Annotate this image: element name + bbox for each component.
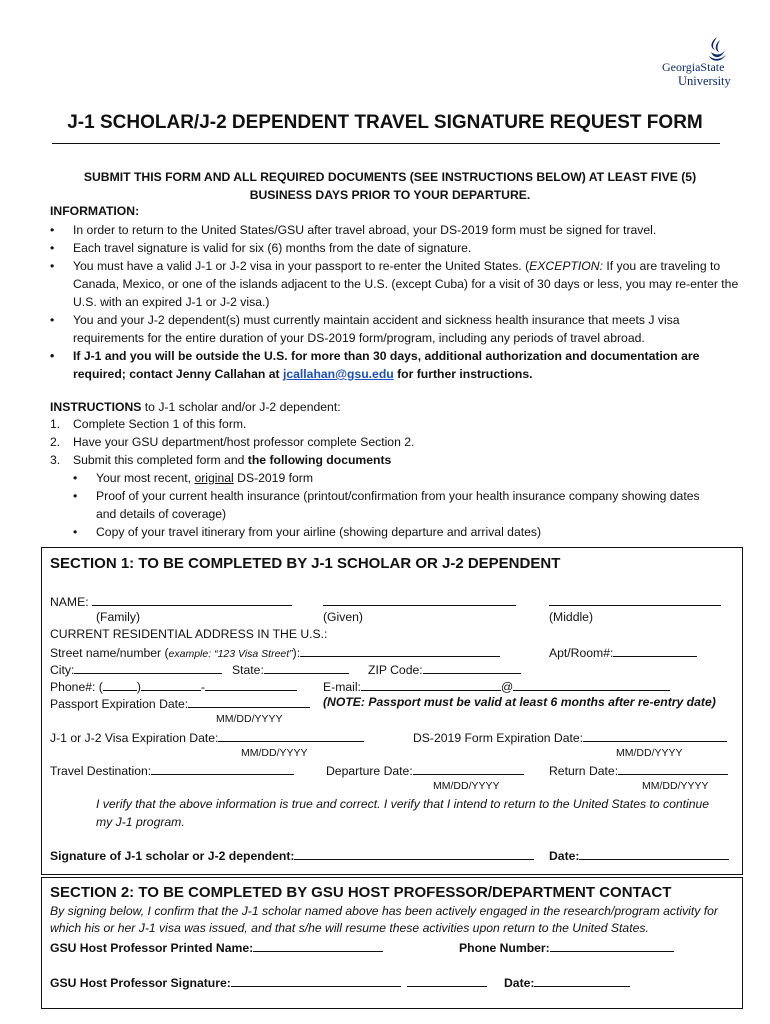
destination-row: Travel Destination: [50,762,294,778]
host-signature-field-2[interactable] [407,974,487,987]
middle-caption: (Middle) [549,610,594,624]
section-1-heading: SECTION 1: TO BE COMPLETED BY J-1 SCHOLAR OR J-2 DEPENDENT [50,555,561,572]
visa-date-format: MM/DD/YYYY [241,747,308,759]
title-divider [52,143,720,144]
instructions-heading: INSTRUCTIONS to J-1 scholar and/or J-2 dependent: [50,400,341,414]
host-phone-row: Phone Number: [459,939,674,955]
bullet-icon: • [73,489,78,503]
host-signature-row: GSU Host Professor Signature: [50,974,487,990]
email-row: E-mail: @ [323,678,670,694]
passport-expiration-field[interactable] [188,695,310,708]
host-date-row: Date: [504,974,630,990]
info-bullet-2: • Each travel signature is valid for six (6) months from the date of signature. [50,241,472,255]
ds2019-row: DS-2019 Form Expiration Date: [413,729,727,745]
state-row: State: [232,661,349,677]
apt-field[interactable] [613,644,697,657]
return-date-field[interactable] [618,762,728,775]
instruction-step-2: 2. Have your GSU department/host professor complete Section 2. [50,435,415,449]
name-row: NAME: [50,593,292,609]
return-row: Return Date: [549,762,728,778]
zip-field[interactable] [423,661,521,674]
bullet-icon: • [50,241,55,255]
instruction-step-1: 1. Complete Section 1 of this form. [50,417,247,431]
ds2019-date-format: MM/DD/YYYY [616,747,683,759]
return-date-format: MM/DD/YYYY [642,780,709,792]
bullet-icon: • [50,349,55,363]
scholar-signature-row: Signature of J-1 scholar or J-2 dependent: [50,847,534,863]
phone-area-field[interactable] [103,678,137,691]
info-bullet-5: • If J-1 and you will be outside the U.S. for more than 30 days, additional authorization and documentation are required; contact Jenny Callahan at jcallahan@gsu.edu for further instructions. [50,349,700,381]
departure-date-field[interactable] [413,762,524,775]
contact-email-link[interactable]: jcallahan@gsu.edu [282,367,394,381]
family-caption: (Family) [96,610,141,624]
given-name-field[interactable] [323,593,516,606]
bullet-icon: • [73,525,78,539]
destination-field[interactable] [151,762,294,775]
email-domain-field[interactable] [513,678,670,691]
logo-line-2: University [678,74,731,88]
bullet-icon: • [50,223,55,237]
city-field[interactable] [74,661,222,674]
email-user-field[interactable] [361,678,501,691]
flame-logo-icon [706,36,728,62]
gsu-logo [654,36,740,92]
information-heading: INFORMATION: [50,204,140,218]
logo-line-1: GeorgiaState [662,60,725,74]
city-row: City: [50,661,222,677]
zip-row: ZIP Code: [368,661,521,677]
host-signature-field[interactable] [231,974,401,987]
document-item-1: • Your most recent, original DS-2019 form [73,471,313,485]
scholar-date-field[interactable] [579,847,729,860]
host-statement: By signing below, I confirm that the J-1 scholar named above has been actively engaged in the research/program activity for which his or her J-1 visa was issued, and that s/he will resume these activities upon return to the United States. [50,904,718,935]
given-caption: (Given) [323,610,363,624]
visa-row: J-1 or J-2 Visa Expiration Date: [50,729,364,745]
passport-row: Passport Expiration Date: [50,695,310,711]
passport-date-format: MM/DD/YYYY [216,713,283,725]
host-name-field[interactable] [253,939,383,952]
submit-notice: SUBMIT THIS FORM AND ALL REQUIRED DOCUMENTS (SEE INSTRUCTIONS BELOW) AT LEAST FIVE (5) BUSINESS DAYS PRIOR TO YOUR DEPARTURE. [83,170,697,202]
bullet-icon: • [73,471,78,485]
phone-line-field[interactable] [205,678,297,691]
section-2-heading: SECTION 2: TO BE COMPLETED BY GSU HOST PROFESSOR/DEPARTMENT CONTACT [50,884,672,901]
info-bullet-3: • You must have a valid J-1 or J-2 visa in your passport to re-enter the United States. (EXCEPTION: If you are traveling to Canada, Mexico, or one of the islands adjacent to the U.S. (except Cuba) for a visit of 30 days or less, you may re-enter the U.S. with an expired J-1 or J-2 visa.) [50,259,739,309]
departure-date-format: MM/DD/YYYY [433,780,500,792]
phone-prefix-field[interactable] [141,678,201,691]
form-title: J-1 SCHOLAR/J-2 DEPENDENT TRAVEL SIGNATURE REQUEST FORM [67,112,703,133]
address-label: CURRENT RESIDENTIAL ADDRESS IN THE U.S.: [50,627,328,641]
departure-row: Departure Date: [326,762,524,778]
info-bullet-1: • In order to return to the United States/GSU after travel abroad, your DS-2019 form must be signed for travel. [50,223,657,237]
document-item-2: • Proof of your current health insurance (printout/confirmation from your health insurance company showing dates and details of coverage) [73,489,700,521]
instruction-step-3: 3. Submit this completed form and the following documents [50,453,392,467]
host-date-field[interactable] [534,974,630,987]
scholar-signature-field[interactable] [294,847,534,860]
ds2019-expiration-field[interactable] [583,729,727,742]
street-field[interactable] [300,644,500,657]
host-phone-field[interactable] [550,939,674,952]
middle-name-field[interactable] [549,593,721,606]
state-field[interactable] [264,661,349,674]
info-bullet-4: • You and your J-2 dependent(s) must currently maintain accident and sickness health insurance that meets J visa requirements for the entire duration of your DS-2019 form/program, including any periods of travel abroad. [50,313,680,345]
host-name-row: GSU Host Professor Printed Name: [50,939,383,955]
visa-expiration-field[interactable] [218,729,364,742]
phone-row: Phone#: ( ) - [50,678,297,694]
bullet-icon: • [50,313,55,327]
verify-statement: I verify that the above information is true and correct. I verify that I intend to return to the United States to continue my J-1 program. [96,797,710,829]
passport-note: (NOTE: Passport must be valid at least 6 months after re-entry date) [323,695,716,709]
document-item-3: • Copy of your travel itinerary from your airline (showing departure and arrival dates) [73,525,542,539]
family-name-field[interactable] [92,593,292,606]
scholar-date-row: Date: [549,847,729,863]
street-row: Street name/number (example: “123 Visa Street”): [50,644,500,660]
bullet-icon: • [50,259,55,273]
apt-row: Apt/Room#: [549,644,697,660]
